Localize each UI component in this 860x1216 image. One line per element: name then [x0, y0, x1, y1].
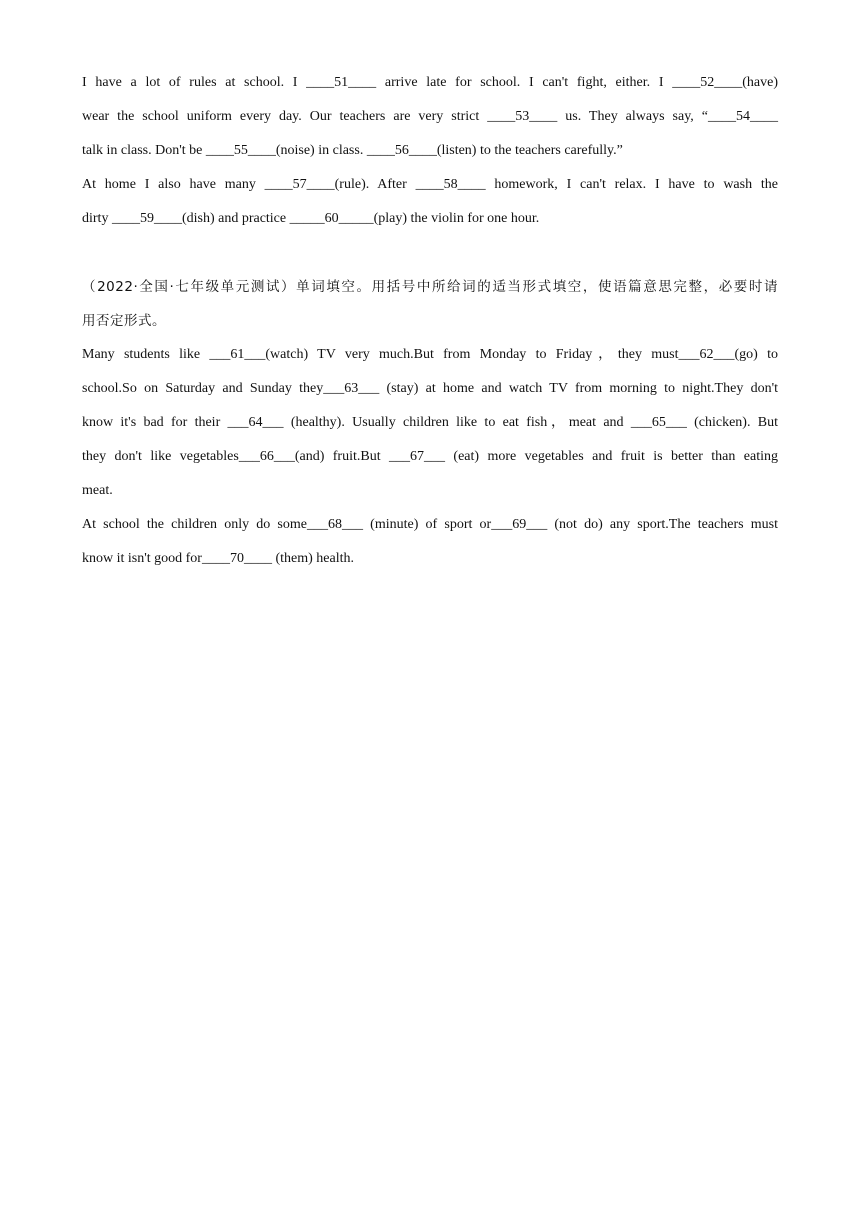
passage1-line-2: wear the school uniform every day. Our teachers are very strict ____53____ us. They always say, “____54____	[82, 109, 778, 124]
passage1-line-5: dirty ____59____(dish) and practice _____60_____(play) the violin for one hour.	[82, 211, 540, 226]
instruction-line-2: 用否定形式。	[82, 313, 166, 329]
passage2-line-3: know it's bad for their ___64___ (healthy). Usually children like to eat fish，meat and ___65___ (chicken). But	[82, 415, 778, 430]
document-page	[82, 66, 778, 576]
passage2-line-2: school.So on Saturday and Sunday they___63___ (stay) at home and watch TV from morning to night.They don't	[82, 381, 778, 396]
passage2-line-5: meat.	[82, 483, 113, 498]
passage2-line-7: know it isn't good for____70____ (them) health.	[82, 551, 354, 566]
instruction-line-1: （2022·全国·七年级单元测试）单词填空。用括号中所给词的适当形式填空，使语篇意思完整，必要时请	[82, 279, 778, 295]
passage1-line-1: I have a lot of rules at school. I ____51____ arrive late for school. I can't fight, either. I ____52____(have)	[82, 75, 778, 90]
passage-school-rules	[82, 66, 778, 236]
passage-watching-tv	[82, 338, 778, 576]
section-gap	[82, 236, 778, 270]
passage2-line-6: At school the children only do some___68___ (minute) of sport or___69___ (not do) any sport.The teachers must	[82, 517, 778, 532]
passage2-line-4: they don't like vegetables___66___(and) fruit.But ___67___ (eat) more vegetables and fruit is better than eating	[82, 449, 778, 464]
passage1-line-4: At home I also have many ____57____(rule). After ____58____ homework, I can't relax. I have to wash the	[82, 177, 778, 192]
passage1-line-3: talk in class. Don't be ____55____(noise) in class. ____56____(listen) to the teachers carefully.”	[82, 143, 623, 158]
passage2-line-1: Many students like ___61___(watch) TV very much.But from Monday to Friday，they must___62___(go) to	[82, 347, 778, 362]
exercise-instruction	[82, 270, 778, 338]
